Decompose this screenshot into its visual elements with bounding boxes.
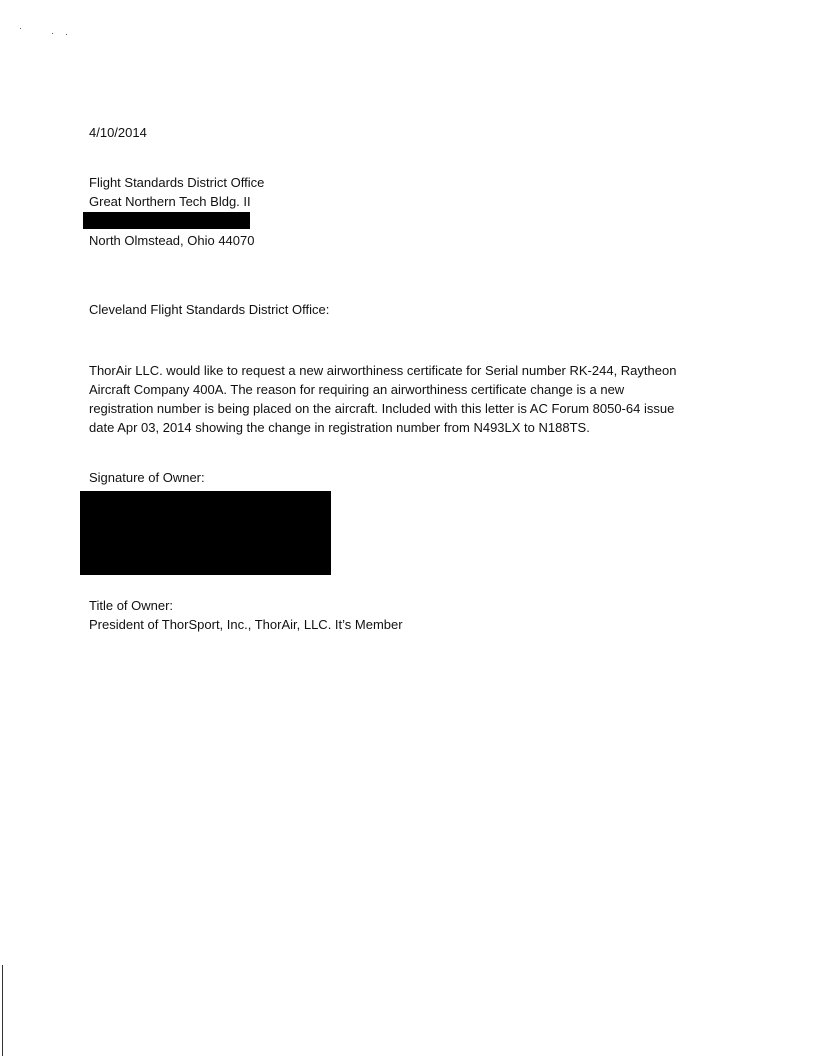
recipient-line-2: Great Northern Tech Bldg. II (89, 194, 251, 209)
scan-speck (66, 34, 67, 35)
recipient-line-1: Flight Standards District Office (89, 175, 265, 190)
address-redaction-box (83, 212, 250, 229)
body-line-1: ThorAir LLC. would like to request a new airworthiness certificate for Serial number RK-244, Raytheon (89, 363, 677, 378)
scan-edge-line (2, 965, 3, 1056)
letter-date: 4/10/2014 (89, 125, 147, 140)
recipient-address (89, 173, 264, 211)
salutation: Cleveland Flight Standards District Office: (89, 302, 330, 317)
title-value: President of ThorSport, Inc., ThorAir, LLC. It’s Member (89, 617, 403, 632)
title-label: Title of Owner: (89, 598, 174, 613)
body-line-3: registration number is being placed on the aircraft. Included with this letter is AC Forum 8050-64 issue (89, 401, 675, 416)
signature-redaction-box (80, 491, 331, 575)
signature-label: Signature of Owner: (89, 470, 205, 485)
scan-speck (20, 28, 21, 29)
letter-body (89, 361, 719, 437)
owner-title (89, 596, 403, 634)
body-line-4: date Apr 03, 2014 showing the change in registration number from N493LX to N188TS. (89, 420, 590, 435)
recipient-line-3: North Olmstead, Ohio 44070 (89, 233, 255, 248)
scan-speck (52, 33, 53, 34)
body-line-2: Aircraft Company 400A. The reason for requiring an airworthiness certificate change is a new (89, 382, 625, 397)
